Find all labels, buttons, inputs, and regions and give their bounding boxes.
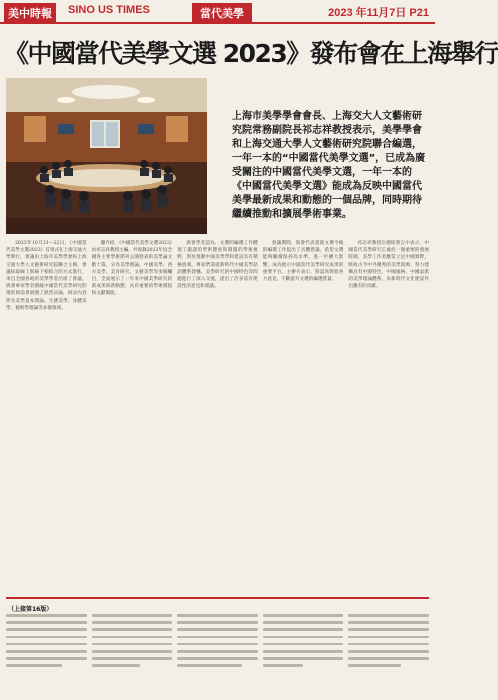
conference-photo [6,78,207,234]
body-paragraph: 與會學者認為，文選的編選工作體現了嚴謹的學術態度和開闊的學術視野，對於推動中國美學學科建設具有積極意義。專家們還就新時代中國美學話語體系建構、美學研究的中國特色等問題進行了深入交流，提出了許多富有建設性的意見和建議。 [177,241,258,290]
body-column [6,240,87,595]
body-column [92,240,173,595]
article-body [6,240,429,595]
body-column [177,240,258,595]
lower-column [263,614,344,698]
issue-date: 2023 年11月7日 P21 [328,7,429,19]
masthead-bar [0,0,435,24]
body-paragraph: 2023年10月21—22日，《中國當代美學文選2023》首發式在上海交通大學舉行。會議由上海市美學學會和上海交通大學人文藝術研究院聯合主辦。會議採取線上與線下相結合的方式進行，來自全國各地的美學學者出席了會議。與會專家學者圍繞中國當代美學研究的現狀與前景展開了熱烈討論，研討內容涉及美學基本理論、生態美學、身體美學、藝術學理論等多個領域。 [6,241,87,311]
article-headline: 《中國當代美學文選 2023》發布會在上海舉行 [4,39,498,68]
paper-logo: 美中時報 [4,3,56,23]
article-lead: 上海市美學學會會長、上海交大人文藝術研究院常務副院長祁志祥教授表示，美學學會和上海交通大學人文藝術研究院聯合編選，一年一本的“中國當代美學文選”，已成為廣受關注的中國當代美學文選，一年一本的《中國當代美學文選》能成為反映中國當代美學最新成果和動態的一個品牌，同時期待繼續推動和擴展學術事業。 [232,111,426,220]
body-column [263,240,344,595]
section-tag: 當代美學 [192,3,252,23]
lower-column [6,614,87,698]
body-paragraph: 據介紹，《中國當代美學文選2023》由祁志祥教授主編，共收錄2022年度全國各主要學術期刊公開發表的美學論文數十篇，分為美學理論、中國美學、西方美學、美育研究、文藝美學等多個欄目，全面展示了一年來中國美學研究的新成果與新動態，具有重要的學術價值和文獻價值。 [91,241,173,297]
lower-article-body [6,614,429,698]
paper-name: SINO US TIMES [68,4,150,16]
body-paragraph: 會議期間，與會代表還就文選今後的編選工作提出了具體建議，希望文選能夠繼續保持高水準，進一步擴大影響，成為展示中國當代美學研究成果的重要平台。主辦方表示，將認真吸收各方意見，不斷提升文選的編選質量。 [262,241,344,283]
lower-column [177,614,258,698]
continuation-subhead: （上接第16版） [8,606,53,613]
lower-column [92,614,173,698]
body-paragraph: 祁志祥教授在總結發言中表示，中國當代美學研究正處於一個重要的發展時期，美學工作者應當立足中國實際，吸收古今中外優秀的美學資源，努力建構具有中國特色、中國風格、中國氣派的美學理論體系，為新時代文化建設作出應有的貢獻。 [348,241,429,290]
section-divider [6,597,429,599]
lower-column [348,614,429,698]
body-column [348,240,429,595]
